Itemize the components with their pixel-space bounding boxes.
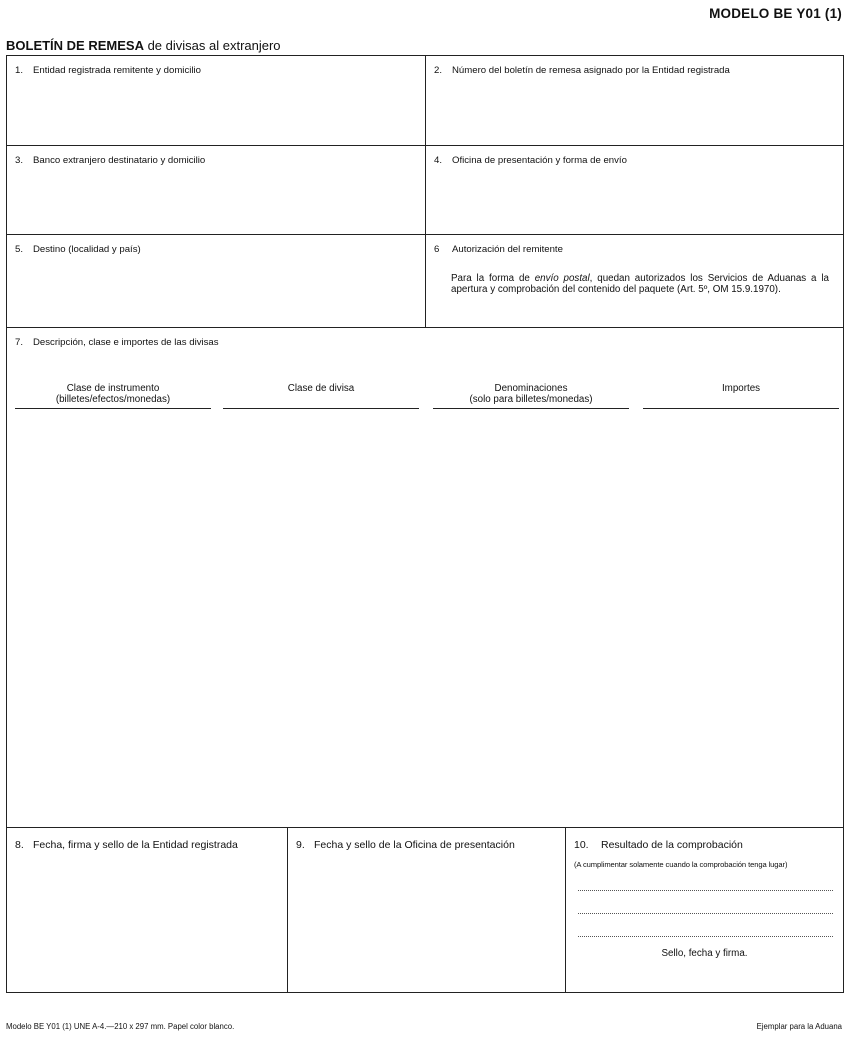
field-number: 6: [434, 244, 440, 255]
field-3-foreign-bank[interactable]: [7, 146, 426, 235]
field-label: Autorización del remitente: [452, 244, 563, 255]
column-underline: [223, 408, 419, 409]
field-number: 4.: [434, 155, 443, 166]
field-label: Número del boletín de remesa asignado por la Entidad registrada: [452, 65, 730, 76]
field-label: Resultado de la comprobación: [601, 839, 743, 851]
note-text-end: , quedan autorizados los Servicios de Aduanas a la apertura y comprobación del contenido del paquete (Art. 5º, OM 15.9.1970).: [451, 273, 829, 295]
postal-authorization-note: [451, 273, 829, 295]
model-code: MODELO BE Y01 (1): [709, 6, 842, 21]
note-italic-text: envío postal: [534, 273, 590, 284]
column-underline: [433, 408, 629, 409]
field-4-presentation-office[interactable]: [426, 146, 843, 235]
field-5-destination[interactable]: [7, 235, 426, 328]
result-line-3[interactable]: [578, 936, 833, 937]
field-7-currency-description[interactable]: [7, 328, 843, 828]
field-1-sender-entity[interactable]: [7, 56, 426, 146]
column-title: Clase de divisa: [287, 383, 355, 394]
field-label: Fecha, firma y sello de la Entidad registrada: [33, 839, 238, 851]
column-title: Importes: [721, 383, 761, 394]
column-underline: [643, 408, 839, 409]
result-line-1[interactable]: [578, 890, 833, 891]
field-label: Banco extranjero destinatario y domicilio: [33, 155, 206, 166]
remittance-form: [6, 55, 844, 993]
footer-copy-designation: Ejemplar para la Aduana: [756, 1022, 842, 1031]
column-subtitle: (billetes/efectos/monedas): [55, 393, 171, 405]
column-underline: [15, 408, 211, 409]
field-8-entity-signature[interactable]: [7, 828, 288, 992]
field-number: 3.: [15, 155, 24, 166]
column-title: Clase de instrumento: [66, 383, 160, 394]
column-subtitle: (solo para billetes/monedas): [469, 393, 593, 405]
footer-form-spec: Modelo BE Y01 (1) UNE A-4.—210 x 297 mm. Papel color blanco.: [6, 1022, 235, 1031]
column-title: Denominaciones: [494, 383, 568, 394]
field-label: Entidad registrada remitente y domicilio: [33, 65, 201, 76]
field-number: 9.: [296, 839, 305, 851]
field-label: Descripción, clase e importes de las divisas: [33, 337, 219, 348]
form-title-main: BOLETÍN DE REMESA: [6, 38, 144, 53]
form-title-rest: de divisas al extranjero: [143, 38, 281, 53]
field-2-bulletin-number[interactable]: [426, 56, 843, 146]
field-6-sender-authorization: [426, 235, 843, 328]
column-header-instrument: [15, 384, 211, 405]
field-number: 2.: [434, 65, 443, 76]
field-10-verification-result: [566, 828, 843, 992]
field-number: 7.: [15, 337, 24, 348]
field-number: 10.: [574, 839, 589, 851]
field-9-office-stamp[interactable]: [288, 828, 566, 992]
form-title: [6, 38, 281, 53]
signature-caption: Sello, fecha y firma.: [661, 948, 748, 959]
result-line-2[interactable]: [578, 913, 833, 914]
column-header-amounts: [643, 384, 839, 395]
column-header-currency-type: [223, 384, 419, 395]
field-number: 5.: [15, 244, 24, 255]
field-label: Oficina de presentación y forma de envío: [452, 155, 627, 166]
field-number: 8.: [15, 839, 24, 851]
field-number: 1.: [15, 65, 24, 76]
column-header-denominations: [433, 384, 629, 405]
note-text: Para la forma de: [451, 273, 535, 284]
verification-note: (A cumplimentar solamente cuando la comprobación tenga lugar): [574, 860, 788, 869]
field-label: Fecha y sello de la Oficina de presentación: [314, 839, 515, 851]
field-label: Destino (localidad y país): [33, 244, 141, 255]
